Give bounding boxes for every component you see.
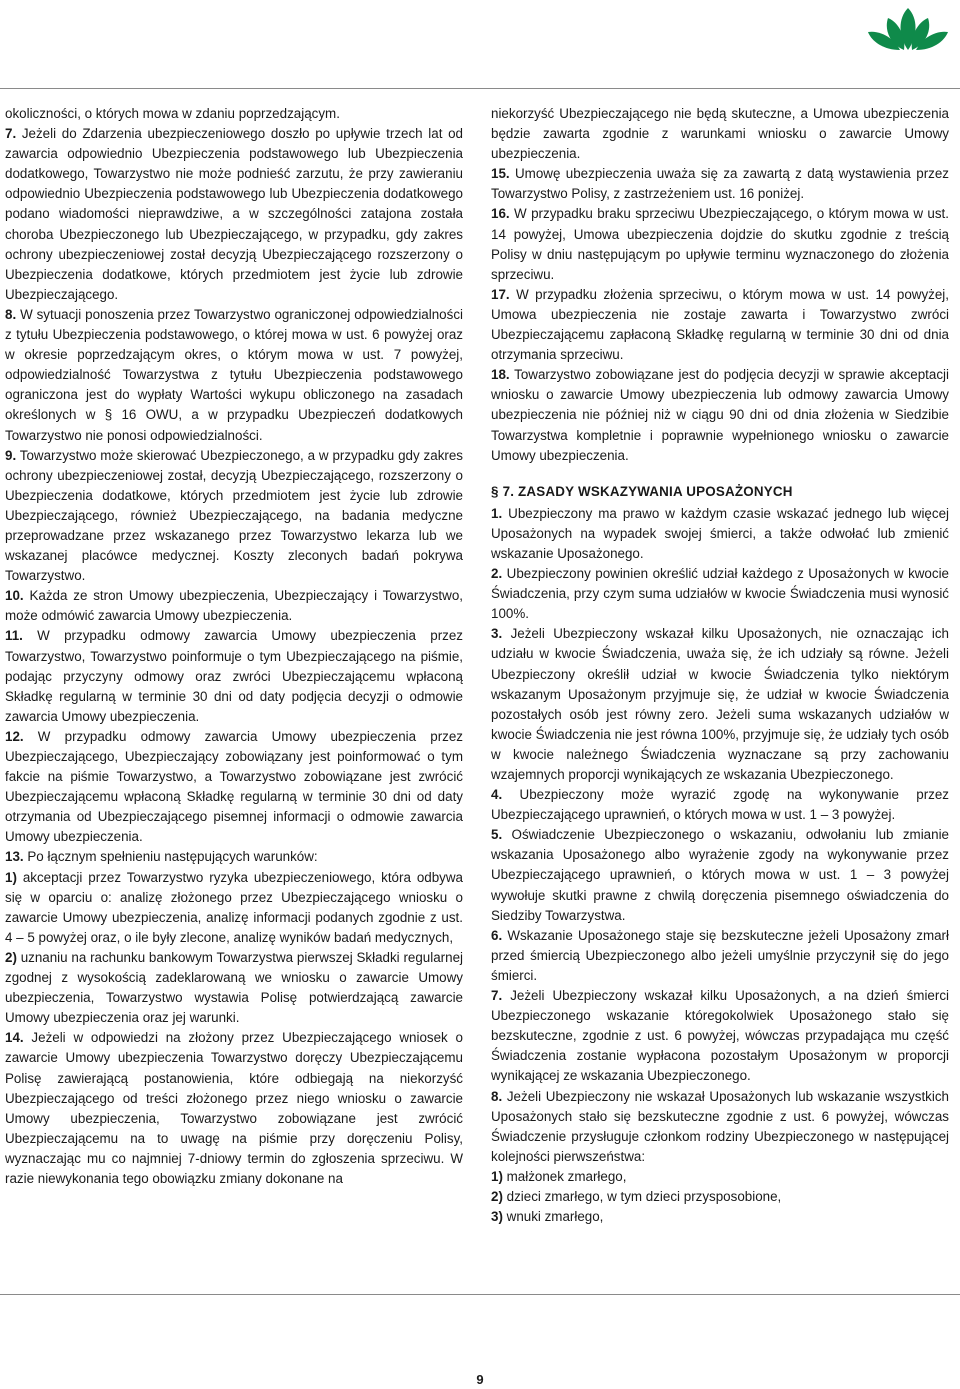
paragraph-number: 14. xyxy=(5,1030,24,1046)
paragraph xyxy=(491,1187,949,1207)
paragraph-text: Jeżeli w odpowiedzi na złożony przez Ubezpieczającego wniosek o zawarcie Umowy ubezpieczenia Towarzystwo doręczy Ubezpieczającemu Polisę zawierającą postanowienia, które odbiegają na niekorzyść Ubezpieczającego od treści złożonego przez niego wniosku o zawarcie Umowy ubezpieczenia, Towarzystwo zobowiązane jest zwrócić Ubezpieczającemu na to uwagę na piśmie przy doręczeniu Polisy, wyznaczając mu co najmniej 7-dniowy termin do zgłoszenia sprzeciwu. W razie niewykonania tego obowiązku zmiany dokonane na xyxy=(5,1030,463,1186)
paragraph xyxy=(5,104,463,124)
paragraph-number: 3. xyxy=(491,626,503,642)
paragraph-number: 13. xyxy=(5,849,24,865)
paragraph xyxy=(5,727,463,848)
paragraph-number: 3) xyxy=(491,1209,503,1225)
paragraph xyxy=(491,365,949,465)
paragraph xyxy=(491,1087,949,1167)
paragraph-number: 10. xyxy=(5,588,24,604)
paragraph xyxy=(491,104,949,164)
paragraph xyxy=(491,825,949,925)
paragraph-number: 11. xyxy=(5,628,23,644)
paragraph xyxy=(5,948,463,1028)
paragraph xyxy=(5,305,463,446)
header-divider xyxy=(0,88,960,89)
paragraph-number: 17. xyxy=(491,286,510,302)
paragraph xyxy=(491,1167,949,1187)
paragraph-text: Ubezpieczony może wyrazić zgodę na wykonywanie przez Ubezpieczającego uprawnień, o których mowa w ust. 1 – 3 powyżej. xyxy=(491,787,949,823)
paragraph-text: Jeżeli Ubezpieczony wskazał kilku Uposażonych, nie oznaczając ich udziału w kwocie Świadczenia, uważa się, że ich udziały są równe. Jeżeli Ubezpieczony określił udział w kwocie Świadczenia tylko niektórym wskazanym Uposażonym przyjmuje się, że udział w kwocie Świadczenia pozostałych osób jest równy zero. Jeżeli suma wskazanych udziałów w kwocie Świadczenia nie jest równa 100%, przyjmuje się, że udziały tych osób w kwocie należnego Świadczenia wyznaczane są przy zachowaniu wzajemnych proporcji wynikających ze wskazania Ubezpieczonego. xyxy=(491,626,949,782)
right-text-column xyxy=(491,104,949,1227)
paragraph xyxy=(5,446,463,587)
paragraph-text: W przypadku złożenia sprzeciwu, o którym mowa w ust. 14 powyżej, Umowa ubezpieczenia nie zostaje zawarta i Towarzystwo zwróci Ubezpieczającemu zapłaconą Składkę regularną w terminie 30 dni od dnia otrzymania sprzeciwu. xyxy=(491,286,949,363)
paragraph-number: 18. xyxy=(491,367,510,383)
paragraph-text: okoliczności, o których mowa w zdaniu poprzedzającym. xyxy=(5,106,340,121)
paragraph xyxy=(491,1207,949,1227)
paragraph-text: Po łącznym spełnieniu następujących warunków: xyxy=(23,849,318,865)
paragraph-number: 7. xyxy=(491,988,503,1004)
paragraph-number: 1) xyxy=(5,869,17,885)
paragraph-number: 5. xyxy=(491,827,503,843)
paragraph-text: małżonek zmarłego, xyxy=(502,1168,627,1184)
paragraph xyxy=(5,626,463,726)
paragraph-text: W przypadku odmowy zawarcia Umowy ubezpieczenia przez Ubezpieczającego, Ubezpieczający zobowiązany jest poinformować o tym fakcie na piśmie Towarzystwo, a Towarzystwo zobowiązane jest zwrócić Ubezpieczającemu wpłaconą Składkę regularną w terminie 30 dni od daty otrzymania od Ubezpieczającego pisemnej informacji o odmowie zawarcia Umowy ubezpieczenia. xyxy=(5,728,463,845)
paragraph-text: Jeżeli Ubezpieczony wskazał kilku Uposażonych, a na dzień śmierci Ubezpieczonego wskazanie któregokolwiek Uposażonego stało się bezskuteczne, zgodnie z ust. 6 powyżej, wówczas przypadająca mu część Świadczenia zostanie wypłacona pozostałym Uposażonym w proporcji wynikającej ze wskazania Ubezpieczonego. xyxy=(491,988,949,1084)
company-logo-icon xyxy=(864,6,952,52)
paragraph-number: 1) xyxy=(491,1168,503,1184)
paragraph-text: Każda ze stron Umowy ubezpieczenia, Ubezpieczający i Towarzystwo, może odmówić zawarcia Umowy ubezpieczenia. xyxy=(5,588,463,624)
left-text-column xyxy=(5,104,463,1189)
paragraph-text: akceptacji przez Towarzystwo ryzyka ubezpieczeniowego, która odbywa się w oparciu o: analizę złożonego przez Ubezpieczającego wniosku o zawarcie Umowy ubezpieczenia, analizę informacji podanych zgodnie z ust. 4 – 5 powyżej oraz, o ile były zlecone, analizę wyników badań medycznych, xyxy=(5,869,463,945)
paragraph-number: 12. xyxy=(5,728,24,744)
paragraph xyxy=(491,624,949,785)
paragraph-number: 7. xyxy=(5,126,17,142)
paragraph xyxy=(491,504,949,564)
paragraph-number: 8. xyxy=(5,306,17,322)
section-heading: § 7. ZASADY WSKAZYWANIA UPOSAŻONYCH xyxy=(491,483,793,499)
paragraph-text: dzieci zmarłego, w tym dzieci przysposobione, xyxy=(502,1188,782,1204)
paragraph-text: W sytuacji ponoszenia przez Towarzystwo ograniczonej odpowiedzialności z tytułu Ubezpieczenia podstawowego, o której mowa w ust. 6 powyżej oraz w okresie poprzedzającym okres, o którym mowa w ust. 7 powyżej, odpowiedzialność Towarzystwa z tytułu Ubezpieczenia podstawowego ograniczona jest do wypłaty Wartości wykupu obliczonego na zasadach określonych w § 16 OWU, a w przypadku Ubezpieczeń dodatkowych Towarzystwo nie ponosi odpowiedzialności. xyxy=(5,306,463,443)
paragraph-number: 9. xyxy=(5,447,17,463)
paragraph-number: 15. xyxy=(491,166,510,182)
footer-divider xyxy=(0,1294,960,1295)
paragraph-text: Towarzystwo zobowiązane jest do podjęcia decyzji w sprawie akceptacji wniosku o zawarcie Umowy ubezpieczenia lub odmowy zawarcia Umowy ubezpieczenia nie później niż w ciągu 90 dni od dnia złożenia w Siedzibie Towarzystwa kompletnie i poprawnie wypełnionego wniosku o zawarcie Umowy ubezpieczenia. xyxy=(491,367,949,463)
paragraph-text: niekorzyść Ubezpieczającego nie będą skuteczne, a Umowa ubezpieczenia będzie zawarta zgodnie z warunkami wniosku o zawarcie Umowy ubezpieczenia. xyxy=(491,106,949,162)
paragraph-number: 2) xyxy=(491,1188,503,1204)
paragraph-text: uznaniu na rachunku bankowym Towarzystwa pierwszej Składki regularnej zgodnej z wysokością zadeklarowaną we wniosku o zawarcie Umowy ubezpieczenia, Towarzystwo wystawia Polisę potwierdzającą zawarcie Umowy ubezpieczenia oraz jej warunki. xyxy=(5,949,463,1026)
paragraph-number: 4. xyxy=(491,787,503,803)
paragraph-text: wnuki zmarłego, xyxy=(502,1209,604,1225)
paragraph-number: 16. xyxy=(491,206,510,222)
paragraph xyxy=(5,586,463,626)
paragraph xyxy=(491,285,949,365)
paragraph-number: 2. xyxy=(491,566,503,582)
paragraph xyxy=(491,164,949,204)
paragraph-text: W przypadku odmowy zawarcia Umowy ubezpieczenia przez Towarzystwo, Towarzystwo poinformuje o tym Ubezpieczającego na piśmie, podając przyczyny odmowy oraz zwróci Ubezpieczającemu wpłaconą Składkę regularną w terminie 30 dni od daty podjęcia decyzji o odmowie zawarcia Umowy ubezpieczenia. xyxy=(5,628,463,724)
paragraph xyxy=(491,564,949,624)
paragraph-number: 2) xyxy=(5,949,17,965)
paragraph-text: Wskazanie Uposażonego staje się bezskuteczne jeżeli Uposażony zmarł przed śmiercią Ubezpieczonego albo jeżeli umyślnie przyczynił się do jego śmierci. xyxy=(491,927,949,983)
paragraph-text: Towarzystwo może skierować Ubezpieczonego, a w przypadku gdy zakres ochrony ubezpieczeniowej został, decyzją Ubezpieczającego, rozszerzony o Ubezpieczenia dodatkowe, których przedmiotem jest życie lub zdrowie Ubezpieczającego, również Ubezpieczającego, na badania medyczne przeprowadzane przez wskazanego przez Towarzystwo lekarza lub we wskazanej placówce medycznej. Koszty zleconych badań pokrywa Towarzystwo. xyxy=(5,447,463,584)
paragraph-text: Jeżeli do Zdarzenia ubezpieczeniowego doszło po upływie trzech lat od zawarcia odpowiednio Ubezpieczenia podstawowego lub Ubezpieczenia dodatkowego, Towarzystwo nie może podnieść zarzutu, że przy zawieraniu odpowiednio Ubezpieczenia podstawowego lub Ubezpieczenia dodatkowego podano wiadomości nieprawdziwe, a w szczególności zatajona została choroba Ubezpieczonego lub Ubezpieczającego, w przypadku, gdy zakres ochrony ubezpieczeniowej został decyzją Ubezpieczającego rozszerzony o Ubezpieczenia dodatkowe, których przedmiotem jest życie lub zdrowie Ubezpieczającego. xyxy=(5,126,463,302)
paragraph xyxy=(491,986,949,1086)
paragraph-text: Ubezpieczony ma prawo w każdym czasie wskazać jednego lub więcej Uposażonych na wypadek swojej śmierci, a także odwołać lub zmienić wskazanie Uposażonego. xyxy=(491,505,949,561)
paragraph-text: Jeżeli Ubezpieczony nie wskazał Uposażonych lub wskazanie wszystkich Uposażonych stało się bezskuteczne zgodnie z ust. 6 powyżej, wówczas Świadczenie przysługuje członkom rodziny Ubezpieczonego w następującej kolejności pierwszeństwa: xyxy=(491,1088,949,1164)
paragraph xyxy=(5,1028,463,1189)
paragraph-text: Umowę ubezpieczenia uważa się za zawartą z datą wystawienia przez Towarzystwo Polisy, z zastrzeżeniem ust. 16 poniżej. xyxy=(491,166,949,202)
paragraph-text: Oświadczenie Ubezpieczonego o wskazaniu, odwołaniu lub zmianie wskazania Uposażonego albo wyrażenie zgody na wykonywanie przez Ubezpieczającego uprawnień, o których mowa w ust. 1 – 3 powyżej wywołuje skutki prawne z chwilą doręczenia pisemnego oświadczenia do Siedziby Towarzystwa. xyxy=(491,827,949,923)
paragraph xyxy=(5,868,463,948)
paragraph-text: W przypadku braku sprzeciwu Ubezpieczającego, o którym mowa w ust. 14 powyżej, Umowa ubezpieczenia dojdzie do skutku zgodnie z treścią Polisy w dniu następującym po upływie terminu wyznaczonego do złożenia sprzeciwu. xyxy=(491,206,949,282)
paragraph-number: 6. xyxy=(491,927,503,943)
paragraph xyxy=(491,785,949,825)
paragraph-number: 8. xyxy=(491,1088,503,1104)
paragraph-text: Ubezpieczony powinien określić udział każdego z Uposażonych w kwocie Świadczenia, przy czym suma udziałów w kwocie Świadczenia musi wynosić 100%. xyxy=(491,566,949,622)
page-number: 9 xyxy=(476,1372,484,1387)
paragraph xyxy=(491,926,949,986)
paragraph xyxy=(5,124,463,305)
paragraph xyxy=(5,847,463,867)
paragraph xyxy=(491,204,949,284)
paragraph-number: 1. xyxy=(491,505,503,521)
